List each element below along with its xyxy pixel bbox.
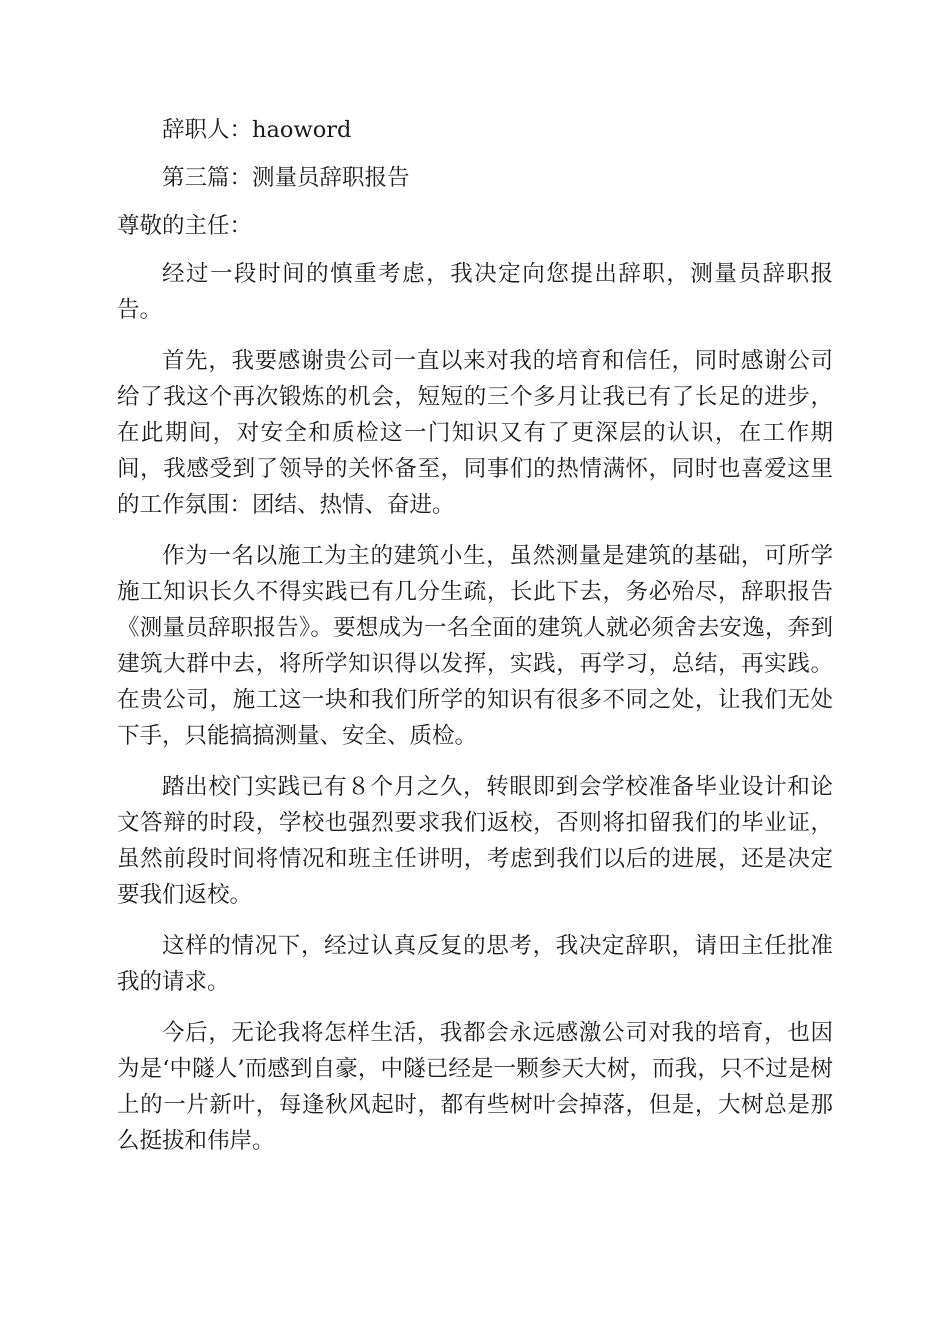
- paragraph: 今后，无论我将怎样生活，我都会永远感激公司对我的培育，也因为是‘中隧人’而感到自豪，中隧已经是一颗参天大树，而我，只不过是树上的一片新叶，每逢秋风起时，都有些树叶会掉落，但是，大树总是那么挺拔和伟岸。: [117, 1020, 833, 1154]
- salutation: 尊敬的主任：: [117, 213, 253, 239]
- paragraph: 经过一段时间的慎重考虑，我决定向您提出辞职，测量员辞职报告。: [117, 261, 833, 323]
- paragraph: 作为一名以施工为主的建筑小生，虽然测量是建筑的基础，可所学施工知识长久不得实践已有几分生疏，长此下去，务必殆尽，辞职报告《测量员辞职报告》。要想成为一名全面的建筑人就必须舍去安逸，奔到建筑大群中去，将所学知识得以发挥，实践，再学习，总结，再实践。在贵公司，施工这一块和我们所学的知识有很多不同之处，让我们无处下手，只能搞搞测量、安全、质检。: [117, 543, 833, 749]
- document-body: [117, 112, 833, 1174]
- paragraph: 这样的情况下，经过认真反复的思考，我决定辞职，请田主任批准我的请求。: [117, 933, 833, 995]
- section-title: 第三篇：测量员辞职报告: [162, 165, 410, 191]
- paragraph: 首先，我要感谢贵公司一直以来对我的培育和信任，同时感谢公司给了我这个再次锻炼的机会，短短的三个多月让我已有了长足的进步，在此期间，对安全和质检这一门知识又有了更深层的认识，在工作期间，我感受到了领导的关怀备至，同事们的热情满怀，同时也喜爱这里的工作氛围：团结、热情、奋进。: [117, 348, 833, 518]
- resigner-line: 辞职人：haoword: [162, 117, 352, 143]
- paragraph: 踏出校门实践已有８个月之久，转眼即到会学校准备毕业设计和论文答辩的时段，学校也强烈要求我们返校，否则将扣留我们的毕业证，虽然前段时间将情况和班主任讲明，考虑到我们以后的进展，还是决定要我们返校。: [117, 774, 833, 908]
